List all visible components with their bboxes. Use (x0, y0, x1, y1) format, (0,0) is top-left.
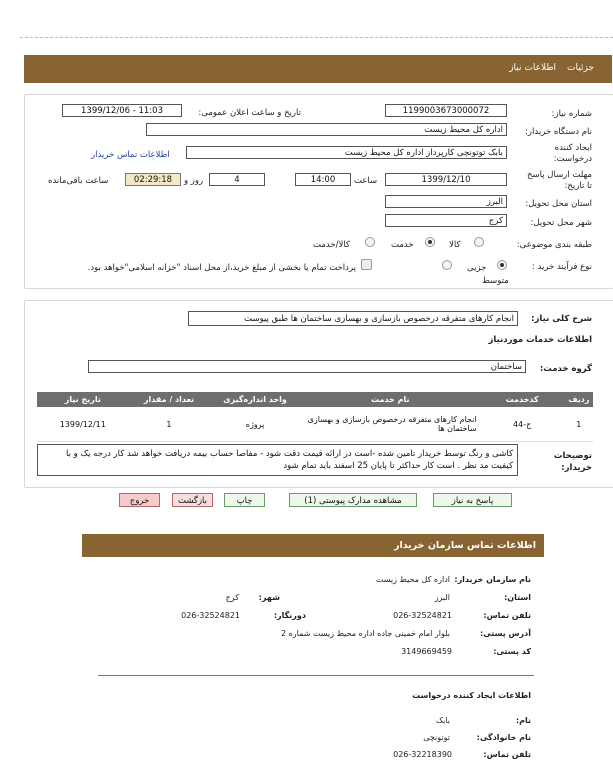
view-attachments-button[interactable]: مشاهده مدارک پیوستی (1) (289, 493, 417, 507)
buyer-org-field: اداره کل محیط زیست (146, 123, 507, 136)
contact-city-label: شهر: (258, 593, 280, 602)
need-number-field: 1199003673000072 (385, 104, 507, 117)
cell-row: 1 (565, 407, 593, 442)
services-title: اطلاعات خدمات موردنیاز (488, 335, 592, 345)
days-field: 4 (209, 173, 265, 186)
contact-postal-label: کد پستی: (493, 647, 531, 656)
requester-phone-value: 026-32218390 (393, 750, 452, 759)
col-qty: تعداد / مقدار (129, 392, 210, 407)
deadline-date-field: 1399/12/10 (385, 173, 507, 186)
requester-last-name-value: توتونچی (423, 733, 450, 742)
tab-need-info[interactable]: اطلاعات نیاز (509, 63, 556, 73)
service-group-label: گروه خدمت: (539, 364, 592, 374)
requester-first-name-value: بابک (435, 716, 450, 725)
contact-fax-value: 026-32524821 (181, 611, 240, 620)
treasury-payment-note: پرداخت تمام یا بخشی از مبلغ خرید،از محل اسناد "خزانه اسلامی"خواهد بود. (87, 263, 356, 273)
announce-date-label: تاریخ و ساعت اعلان عمومی: (198, 108, 301, 118)
contact-title: اطلاعات تماس سازمان خریدار (393, 540, 536, 551)
days-label: روز و (184, 176, 204, 186)
contact-header (82, 534, 544, 557)
contact-city-value: کرج (225, 593, 239, 602)
back-button[interactable]: بازگشت (172, 493, 213, 507)
remaining-time-field: 02:29:18 (125, 173, 181, 186)
services-table (37, 392, 593, 442)
need-info-header (24, 55, 612, 83)
service-group-field: ساختمان (88, 360, 526, 373)
category-radio-goods-service[interactable] (365, 237, 375, 247)
process-radio-minor[interactable] (497, 260, 507, 270)
summary-label: شرح کلی نیاز: (531, 314, 592, 324)
contact-divider (98, 675, 534, 676)
contact-phone-value: 026-32524821 (393, 611, 452, 620)
table-row (37, 407, 593, 442)
contact-phone-label: تلفن تماس: (483, 611, 531, 620)
cell-name: انجام کارهای متفرقه درخصوص بازسازی و بهسازی ساختمان ها (301, 407, 480, 442)
col-name: نام خدمت (301, 392, 480, 407)
cell-unit: پروژه (209, 407, 301, 442)
process-radio-medium[interactable] (442, 260, 452, 270)
category-goods-service-label: کالا/خدمت (313, 240, 350, 250)
contact-province-label: استان: (504, 593, 531, 602)
province-field: البرز (385, 195, 507, 208)
category-radio-goods[interactable] (474, 237, 484, 247)
creator-label: ایجاد کننده درخواست: (553, 143, 592, 164)
city-label: شهر محل تحویل: (530, 218, 592, 228)
process-label: نوع فرآیند خرید : (531, 262, 592, 272)
deadline-label: مهلت ارسال پاسخ تا تاریخ: (527, 170, 592, 191)
city-field: کرج (385, 214, 507, 227)
requester-title: اطلاعات ایجاد کننده درخواست (412, 691, 531, 700)
buyer-org-label: نام دستگاه خریدار: (525, 127, 592, 137)
category-radio-service[interactable] (425, 237, 435, 247)
treasury-payment-checkbox[interactable] (361, 259, 372, 270)
buyer-notes-label: توضیحات خریدار: (553, 451, 592, 473)
org-name-label: نام سازمان خریدار: (454, 575, 531, 584)
announce-date-field: 1399/12/06 - 11:03 (62, 104, 182, 117)
tab-details[interactable]: جزئیات (567, 63, 594, 73)
col-code: کدخدمت (480, 392, 565, 407)
contact-address-value: بلوار امام خمینی جاده اداره محیط زیست شماره 2 (280, 629, 450, 638)
col-unit: واحد اندازه‌گیری (209, 392, 301, 407)
exit-button[interactable]: خروج (119, 493, 160, 507)
requester-phone-label: تلفن تماس: (483, 750, 531, 759)
contact-province-value: البرز (434, 593, 450, 602)
deadline-time-label: ساعت (354, 176, 378, 186)
col-date: تاریخ نیاز (37, 392, 129, 407)
process-medium-label: متوسط (482, 276, 509, 286)
remaining-time-label: ساعت باقی‌مانده (48, 176, 109, 186)
category-service-label: خدمت (391, 240, 414, 250)
top-divider (20, 37, 613, 38)
buyer-notes-field: کاشی و رنگ توسط خریدار تامین شده -است در ارائه قیمت دقت شود - مفاصا حساب بیمه دریافت خواهد شد کار درجه یک و با کیفیت مد نظر . است کار حداکثر تا پایان 25 اسفند باید تمام شود (37, 444, 518, 476)
buyer-contact-link[interactable]: اطلاعات تماس خریدار (91, 150, 170, 160)
province-label: استان محل تحویل: (525, 199, 592, 209)
col-row: ردیف (565, 392, 593, 407)
contact-address-label: آدرس پستی: (480, 629, 531, 638)
contact-postal-value: 3149669459 (401, 647, 452, 656)
category-goods-label: کالا (449, 240, 461, 250)
cell-date: 1399/12/11 (37, 407, 129, 442)
creator-field: بابک توتونچی کارپرداز اداره کل محیط زیست (186, 146, 507, 159)
contact-fax-label: دورنگار: (273, 611, 306, 620)
requester-first-name-label: نام: (515, 716, 531, 725)
services-table-header (37, 392, 593, 407)
category-label: طبقه بندی موضوعی: (516, 240, 592, 250)
org-name-value: اداره کل محیط زیست (375, 575, 450, 584)
cell-qty: 1 (129, 407, 210, 442)
print-button[interactable]: چاپ (224, 493, 265, 507)
deadline-time-field: 14:00 (295, 173, 351, 186)
process-minor-label: جزیی (467, 263, 487, 273)
reply-button[interactable]: پاسخ به نیاز (433, 493, 512, 507)
summary-field: انجام کارهای متفرقه درخصوص بازسازی و بهسازی ساختمان ها طبق پیوست (188, 311, 518, 326)
cell-code: ج-44 (480, 407, 565, 442)
requester-last-name-label: نام خانوادگی: (476, 733, 531, 742)
need-number-label: شماره نیاز: (551, 109, 592, 119)
